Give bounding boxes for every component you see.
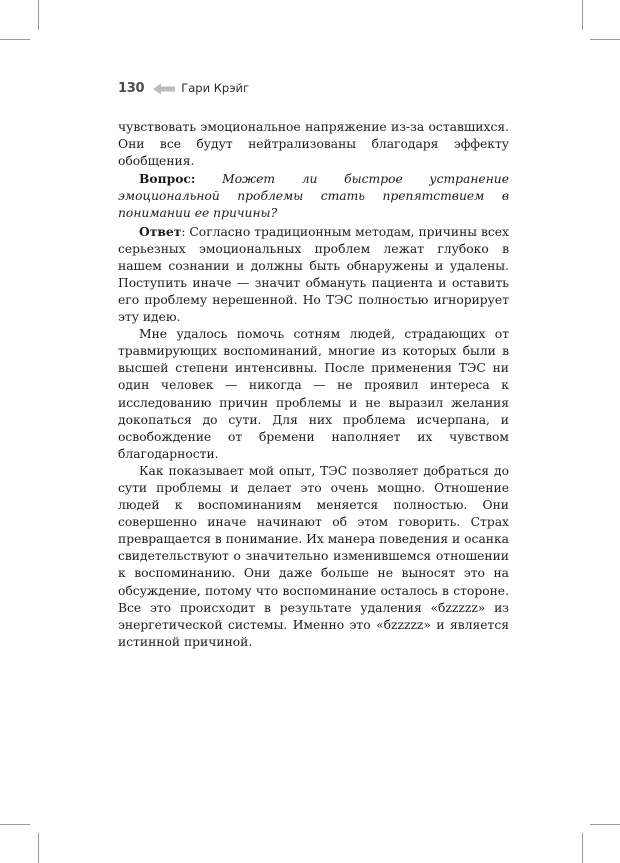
crop-mark-right-bottom: [590, 824, 620, 825]
paragraph: чувствовать эмоциональное напряжение из-за оставшихся. Они все будут нейтрализованы благодаря эффекту обобщения.: [118, 120, 509, 169]
question-text: Может ли быстрое устранение эмоциональной проблемы стать препятствием в понимании ее причины?: [118, 172, 509, 221]
crop-mark-bottom-right: [582, 833, 583, 863]
body-text: [118, 119, 509, 651]
crop-mark-top-right: [582, 0, 583, 30]
left-arrow-icon: [153, 82, 175, 94]
crop-mark-right-top: [590, 39, 620, 40]
crop-mark-bottom-left: [38, 833, 39, 863]
answer-text: : Согласно традиционным методам, причины всех серьезных эмоциональных проблем лежат глубоко в нашем сознании и должны быть обнаружены и удалены. Поступить иначе — значит обмануть пациента и оставить его проблему нерешенной. Но ТЭС полностью игнорирует эту идею.: [118, 224, 509, 325]
answer-label: Ответ: [139, 223, 182, 239]
running-header: [118, 78, 249, 98]
running-author: Гари Крэйг: [181, 81, 250, 95]
page-number: 130: [118, 80, 145, 96]
crop-mark-top-left: [38, 0, 39, 30]
question-label: Вопрос:: [139, 171, 196, 187]
question-paragraph: [118, 170, 509, 222]
paragraph: Мне удалось помочь сотням людей, страдающих от травмирующих воспоминаний, многие из которых были в высшей степени интенсивны. После применения ТЭС ни один человек — никогда — не проявил интереса к исследованию причин проблемы и не выразил желания докопаться до сути. Для них проблема исчерпана, и освобождение от бремени наполняет их чувством благодарности.: [118, 327, 509, 461]
paragraph: Как показывает мой опыт, ТЭС позволяет добраться до сути проблемы и делает это очень мощно. Отношение людей к воспоминаниям меняется полностью. Они совершенно иначе начинают об этом говорить. Страх превращается в понимание. Их манера поведения и осанка свидетельствуют о значительно изменившемся отношении к воспоминанию. Они даже больше не выносят это на обсуждение, потому что воспоминание осталось в стороне. Все это происходит в результате удаления «бzzzzz» из энергетической системы. Именно это «бzzzzz» и является истинной причиной.: [118, 463, 509, 649]
answer-paragraph: [118, 223, 509, 327]
crop-mark-left-top: [0, 39, 30, 40]
crop-mark-left-bottom: [0, 824, 30, 825]
